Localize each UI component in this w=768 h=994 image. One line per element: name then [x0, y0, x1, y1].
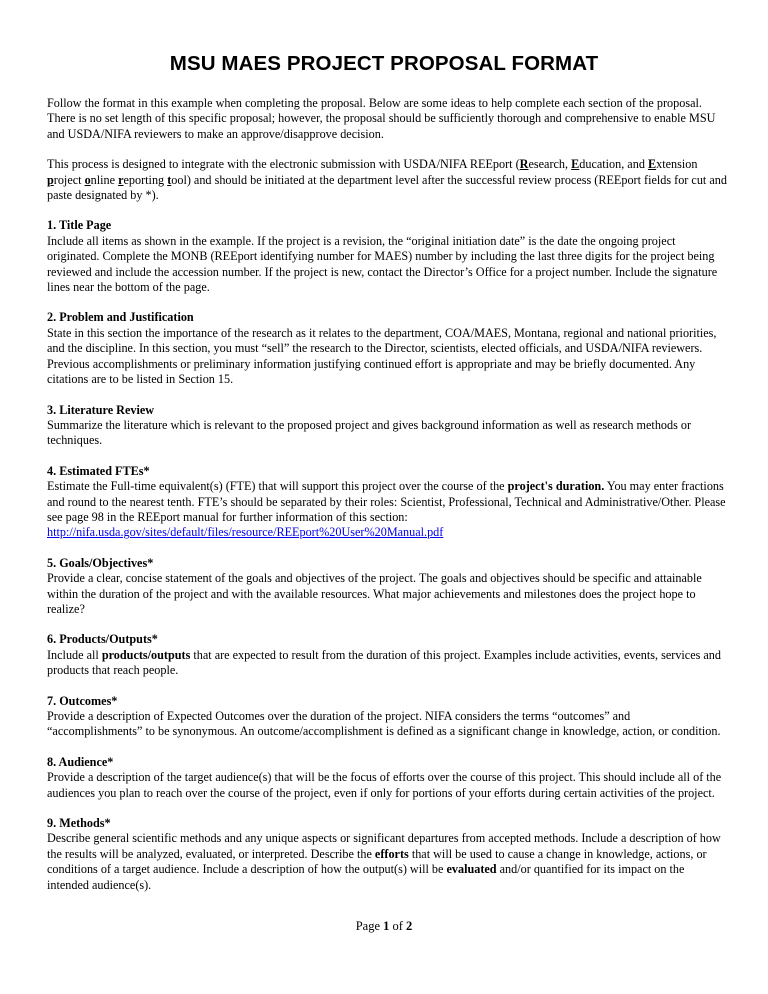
section-body: Summarize the literature which is relevant to the proposed project and gives background information as well as research methods or techniques.	[47, 417, 692, 448]
section-heading: 2. Problem and Justification	[47, 310, 194, 325]
section-methods	[47, 816, 727, 893]
section-body: Include all items as shown in the example. If the project is a revision, the “original initiation date” is the date the ongoing project originated. Complete the MONB (REEport identifying number for MAES) number by including the last three digits for the project being reviewed and include the accession number. If the project is new, contact the Director’s Office for a project number. Include the signature lines near the bottom of the page.	[47, 233, 718, 295]
section-literature-review	[47, 403, 727, 449]
section-heading: 8. Audience*	[47, 754, 114, 769]
section-heading: 9. Methods*	[47, 816, 111, 831]
section-heading: 4. Estimated FTEs*	[47, 463, 150, 478]
section-body: Estimate the Full-time equivalent(s) (FTE) that will support this project over the course of the project's duration. You may enter fractions and round to the nearest tenth. FTE’s should be separated by their roles: Scientist, Professional, Technical and Administrative/Other. Please see page 98 in the REEport manual for further information of this section:	[47, 479, 726, 524]
section-estimated-ftes	[47, 464, 727, 541]
total-page-count: 2	[406, 919, 413, 933]
section-body: Describe general scientific methods and any unique aspects or significant departures from accepted methods. Include a description of how the results will be analyzed, evaluated, or interpreted. Describe the efforts that will be used to cause a change in knowledge, actions, or conditions of a target audience. Include a description of how the output(s) will be evaluated and/or quantified for its impact on the intended audience(s).	[47, 831, 721, 892]
document-body	[47, 96, 727, 908]
section-body: State in this section the importance of the research as it relates to the department, COA/MAES, Montana, regional and national priorities, and the discipline. In this section, you must “sell” the research to the Director, scientists, elected officials, and USDA/NIFA reviewers. Previous accomplishments or preliminary information justifying continued effort is appropriate and may be briefly documented. Any citations are to be listed in Section 15.	[47, 325, 717, 387]
section-body: Include all products/outputs that are expected to result from the duration of this project. Examples include activities, events, services and products that reach people.	[47, 647, 721, 678]
section-problem-justification	[47, 310, 727, 387]
section-heading: 3. Literature Review	[47, 402, 155, 417]
section-body: Provide a description of Expected Outcomes over the duration of the project. NIFA considers the terms “outcomes” and “accomplishments” to be synonymous. An outcome/accomplishment is defined as a significant change in knowledge, action, or condition.	[47, 709, 721, 739]
section-audience	[47, 755, 727, 801]
section-heading: 7. Outcomes*	[47, 693, 118, 708]
section-outcomes	[47, 694, 727, 740]
process-paragraph: This process is designed to integrate with the electronic submission with USDA/NIFA REEport (Research, Education, and Extension project online reporting tool) and should be initiated at the department level after the successful review process (REEport fields for cut and paste designated by *).	[47, 157, 727, 203]
section-body: Provide a description of the target audience(s) that will be the focus of efforts over the course of this project. This should include all of the audiences you plan to reach over the course of the project, even if only for portions of your efforts during certain activities of the project.	[47, 770, 722, 800]
page-title: MSU MAES PROJECT PROPOSAL FORMAT	[169, 52, 599, 75]
section-title-page	[47, 218, 727, 295]
section-heading: 5. Goals/Objectives*	[47, 555, 154, 570]
section-body: Provide a clear, concise statement of the goals and objectives of the project. The goals and objectives should be specific and attainable within the duration of the project and with the available resources. What major achievements and milestones does the project hope to realize?	[47, 571, 702, 616]
intro-paragraph: Follow the format in this example when completing the proposal. Below are some ideas to help complete each section of the proposal. There is no set length of this specific proposal; however, the proposal should be sufficiently thorough and comprehensive to enable MSU and USDA/NIFA reviewers to make an approve/disapprove decision.	[47, 96, 716, 141]
page-number-footer: Page 1 of 2	[355, 919, 413, 933]
current-page-number: 1	[383, 919, 390, 933]
section-products-outputs	[47, 632, 727, 678]
section-heading: 6. Products/Outputs*	[47, 632, 158, 647]
section-goals-objectives	[47, 556, 727, 618]
reeport-manual-link[interactable]: http://nifa.usda.gov/sites/default/files/resource/REEport%20User%20Manual.pdf	[47, 525, 444, 540]
section-heading: 1. Title Page	[47, 218, 112, 233]
